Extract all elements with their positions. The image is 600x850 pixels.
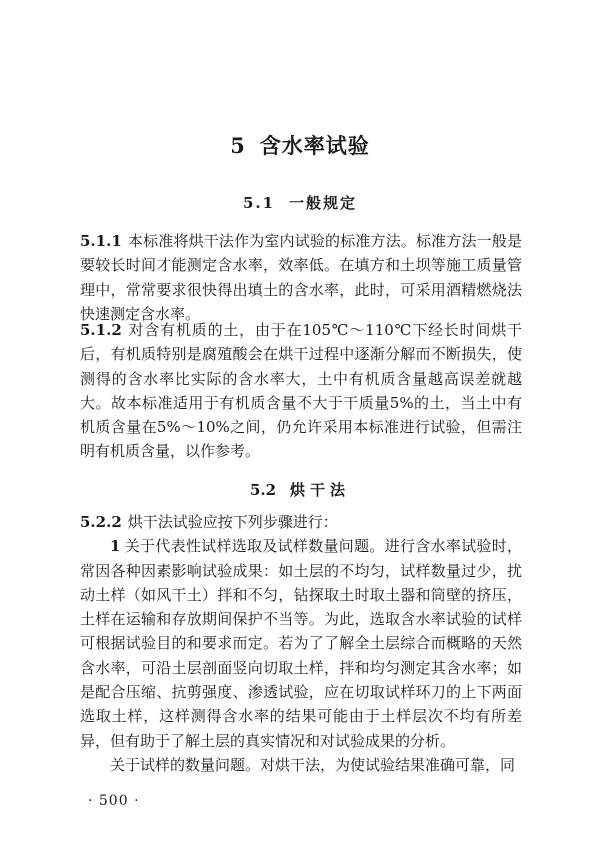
clause-5-2-2	[80, 510, 522, 777]
clause-text: 对含有机质的土，由于在105℃～110℃下经长时间烘干后，有机质特别是腐殖酸会在烘干过程中逐渐分解而不断损失，使测得的含水率比实际的含水率大，土中有机质含量越高误差就越大。故本标准适用于有机质含量不大于干质量5%的土，当土中有机质含量在5%～10%之间，仍允许采用本标准进行试验，但需注明有机质含量，以作参考。	[80, 321, 522, 461]
clause-text: 烘干法试验应按下列步骤进行：	[127, 513, 338, 531]
clause-label: 5.1.2	[80, 321, 122, 339]
clause-intro	[80, 510, 522, 534]
page-number: · 500 ·	[88, 793, 140, 809]
list-item	[80, 534, 522, 753]
section-number: 5.1	[242, 194, 276, 212]
chapter-title	[0, 130, 600, 160]
clause-label: 5.1.1	[80, 232, 122, 250]
paragraph: 关于试样的数量问题。对烘干法，为使试验结果准确可靠，同	[110, 755, 516, 774]
section-heading-5-2	[0, 479, 600, 500]
section-heading-5-1	[0, 192, 600, 213]
clause-text: 本标准将烘干法作为室内试验的标准方法。标准方法一般是要较长时间才能测定含水率，效率低。在填方和土坝等施工质量管理中，常常要求很快得出填土的含水率，此时，可采用酒精燃烧法快速测定含水率。	[80, 232, 522, 323]
section-title-text: 一般规定	[289, 194, 358, 212]
section-title-text: 烘干法	[290, 481, 351, 499]
chapter-title-text: 含水率试验	[259, 133, 370, 158]
clause-5-1-1	[80, 229, 522, 326]
list-item-number: 1	[110, 537, 121, 556]
chapter-number: 5	[230, 133, 246, 158]
list-item-text: 关于代表性试样选取及试样数量问题。进行含水率试验时，常因各种因素影响试验成果：如土层的不均匀，试样数量过少，扰动土样（如风干土）拌和不匀，钻探取土时取土器和筒壁的挤压，土样在运输和存放期间保护不当等。为此，选取含水率试验的试样可根据试验目的和要求而定。若为了了解全土层综合而概略的天然含水率，可沿土层剖面竖向切取土样，拌和均匀测定其含水率；如是配合压缩、抗剪强度、渗透试验，应在切取试样环刀的上下两面选取土样，这样测得含水率的结果可能由于土样层次不均有所差异，但有助于了解土层的真实情况和对试验成果的分析。	[80, 537, 522, 750]
clause-5-1-2	[80, 318, 522, 464]
section-number: 5.2	[249, 481, 277, 499]
clause-label: 5.2.2	[80, 513, 122, 531]
